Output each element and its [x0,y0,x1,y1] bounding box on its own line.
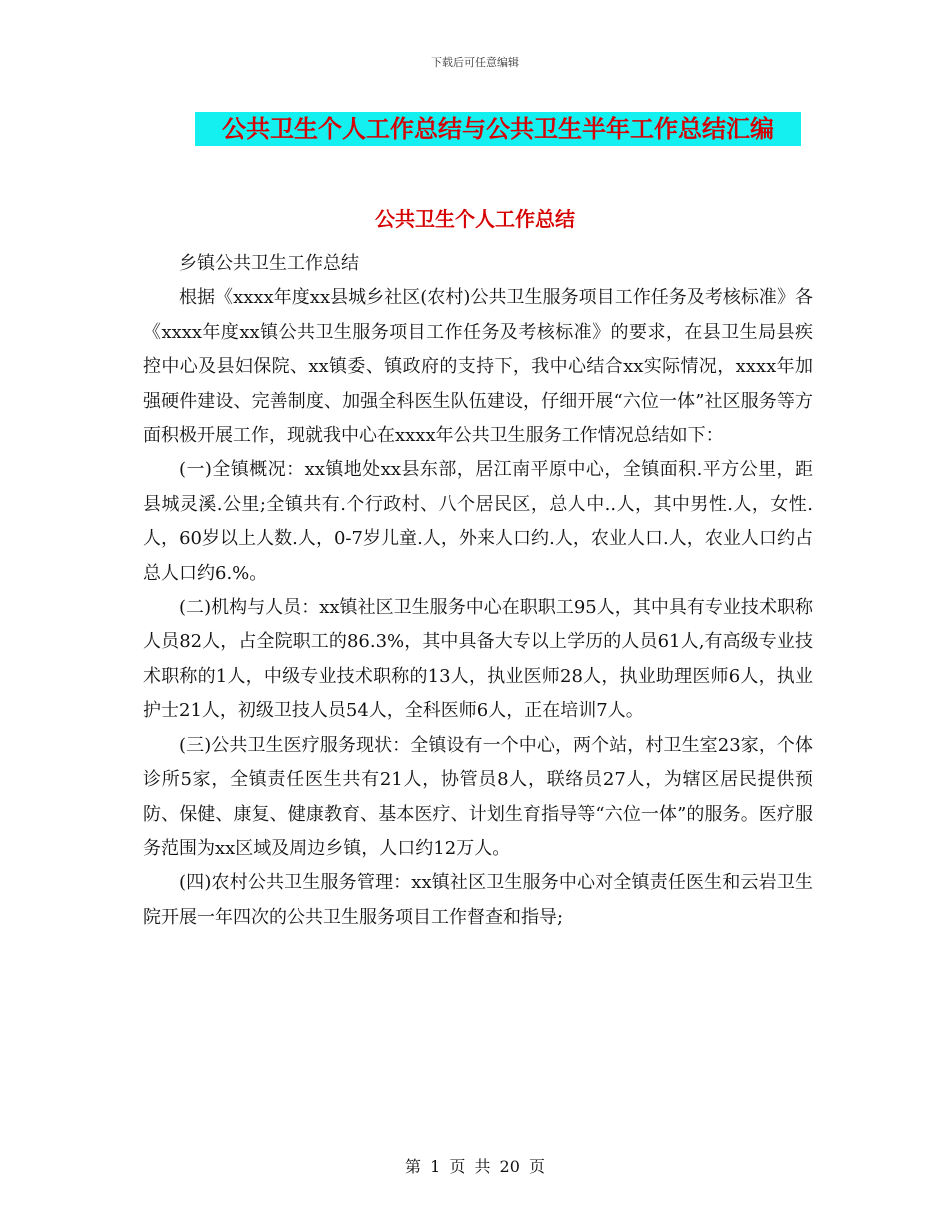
paragraph: (一)全镇概况：xx镇地处xx县东部，居江南平原中心，全镇面积.平方公里，距县城灵溪.公里;全镇共有.个行政村、八个居民区，总人中..人，其中男性.人，女性.人，60岁以上人数.人，0-7岁儿童.人，外来人口约.人，农业人口.人，农业人口约占总人口约6.%。 [143,459,813,584]
paragraph: 乡镇公共卫生工作总结 [179,253,359,274]
page-footer: 第 1 页 共 20 页 [405,1157,545,1176]
paragraph: (二)机构与人员：xx镇社区卫生服务中心在职职工95人，其中具有专业技术职称人员82人，占全院职工的86.3%，其中具备大专以上学历的人员61人,有高级专业技术职称的1人，中级专业技术职称的13人，执业医师28人，执业助理医师6人，执业护士21人，初级卫技人员54人，全科医师6人，正在培训7人。 [143,597,813,722]
document-title: 公共卫生个人工作总结与公共卫生半年工作总结汇编 [195,112,801,146]
section-title: 公共卫生个人工作总结 [375,207,575,231]
paragraph: (四)农村公共卫生服务管理：xx镇社区卫生服务中心对全镇责任医生和云岩卫生院开展一年四次的公共卫生服务项目工作督查和指导; [143,872,813,928]
body-text [143,247,813,935]
header-note: 下载后可任意编辑 [431,56,519,69]
paragraph: 根据《xxxx年度xx县城乡社区(农村)公共卫生服务项目工作任务及考核标准》各《xxxx年度xx镇公共卫生服务项目工作任务及考核标准》的要求，在县卫生局县疾控中心及县妇保院、xx镇委、镇政府的支持下，我中心结合xx实际情况，xxxx年加强硬件建设、完善制度、加强全科医生队伍建设，仔细开展“六位一体”社区服务等方面积极开展工作，现就我中心在xxxx年公共卫生服务工作情况总结如下： [143,287,813,447]
paragraph: (三)公共卫生医疗服务现状：全镇设有一个中心，两个站，村卫生室23家，个体诊所5家，全镇责任医生共有21人，协管员8人，联络员27人，为辖区居民提供预防、保健、康复、健康教育、基本医疗、计划生育指导等“六位一体”的服务。医疗服务范围为xx区域及周边乡镇，人口约12万人。 [143,734,813,859]
